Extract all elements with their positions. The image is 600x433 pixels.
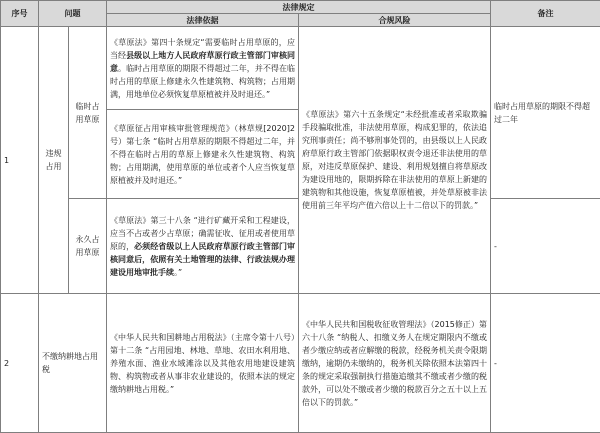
- permanent-occupation-label: 永久占用草原: [69, 199, 107, 294]
- header-legal-basis: 法律依据: [107, 14, 299, 27]
- grassland-law-article-40: 《草原法》第四十条规定“需要临时占用草原的，应当经县级以上地方人民政府草原行政主管部门审核同意。临时占用草原的期限不得超过二年，并不得在临时占用的草原上修建永久性建筑物、构筑物；占用期满，用地单位必须恢复草原植被并及时退还。”: [107, 27, 299, 110]
- header-legal-provisions: 法律规定: [107, 1, 491, 14]
- header-remarks: 备注: [491, 1, 600, 27]
- row-2-number: 2: [1, 294, 39, 433]
- temporary-occupation-label: 临时占用草原: [69, 27, 107, 199]
- header-number: 序号: [1, 1, 39, 27]
- grassland-law-article-65-risk: 《草原法》第六十五条规定“未经批准或者采取欺骗手段骗取批准，非法使用草原，构成犯罪的，依法追究刑事责任；尚不够刑事处罚的，由县级以上人民政府草原行政主管部门依据职权责令退还非法使用的草原，对违反草原保护、建设、利用规划擅自将草原改为建设用地的，限期拆除在非法使用的草原上新建的建筑物和其他设施，恢复草原植被，并处草原被非法使用前三年平均产值六倍以上十二倍以下的罚款。”: [299, 27, 491, 294]
- header-compliance-risk: 合规风险: [299, 14, 491, 27]
- grassland-law-article-38: 《草原法》第三十八条 “进行矿藏开采和工程建设，应当不占或者少占草原；确需征收、征用或者使用草原的，必须经省级以上人民政府草原行政主管部门审核同意后，依照有关土地管理的法律、行政法规办理建设用地审批手续。”: [107, 199, 299, 294]
- tax-collection-law-article-68-risk: 《中华人民共和国税收征收管理法》（2015修正）第六十八条 “纳税人、扣缴义务人在规定期限内不缴或者少缴应纳或者应解缴的税款，经税务机关责令限期缴纳，逾期仍未缴纳的，税务机关除依照本法第四十条的规定采取强制执行措施追缴其不缴或者少缴的税款外，可以处不缴或者少缴的税款百分之五十以上五倍以下的罚款。”: [299, 294, 491, 433]
- temporary-occupation-remark: 临时占用草原的期限不得超过二年: [491, 27, 600, 199]
- header-issue: 问题: [39, 1, 107, 27]
- row-2-issue: 不缴纳耕地占用税: [39, 294, 107, 433]
- grassland-review-regulation-article-7: 《草原征占用审核审批管理规范》（林草规[2020]2号）第七条 “临时占用草原的期限不得超过二年，并不得在临时占用的草原上修建永久性建筑物、构筑物；占用期满，使用草原的单位或者个人应当恢复草原植被并及时退还。”: [107, 110, 299, 199]
- row-2-remark: -: [491, 294, 600, 433]
- permanent-occupation-remark: -: [491, 199, 600, 294]
- row-1-number: 1: [1, 27, 39, 294]
- farmland-tax-law-article-12: 《中华人民共和国耕地占用税法》（主席令第十八号）第十二条 “占用园地、林地、草地、农田水利用地、养殖水面、渔业水域滩涂以及其他农用地建设建筑物、构筑物或者从事非农业建设的，依照本法的规定缴纳耕地占用税。”: [107, 294, 299, 433]
- row-1-issue: 违规占用: [39, 27, 69, 294]
